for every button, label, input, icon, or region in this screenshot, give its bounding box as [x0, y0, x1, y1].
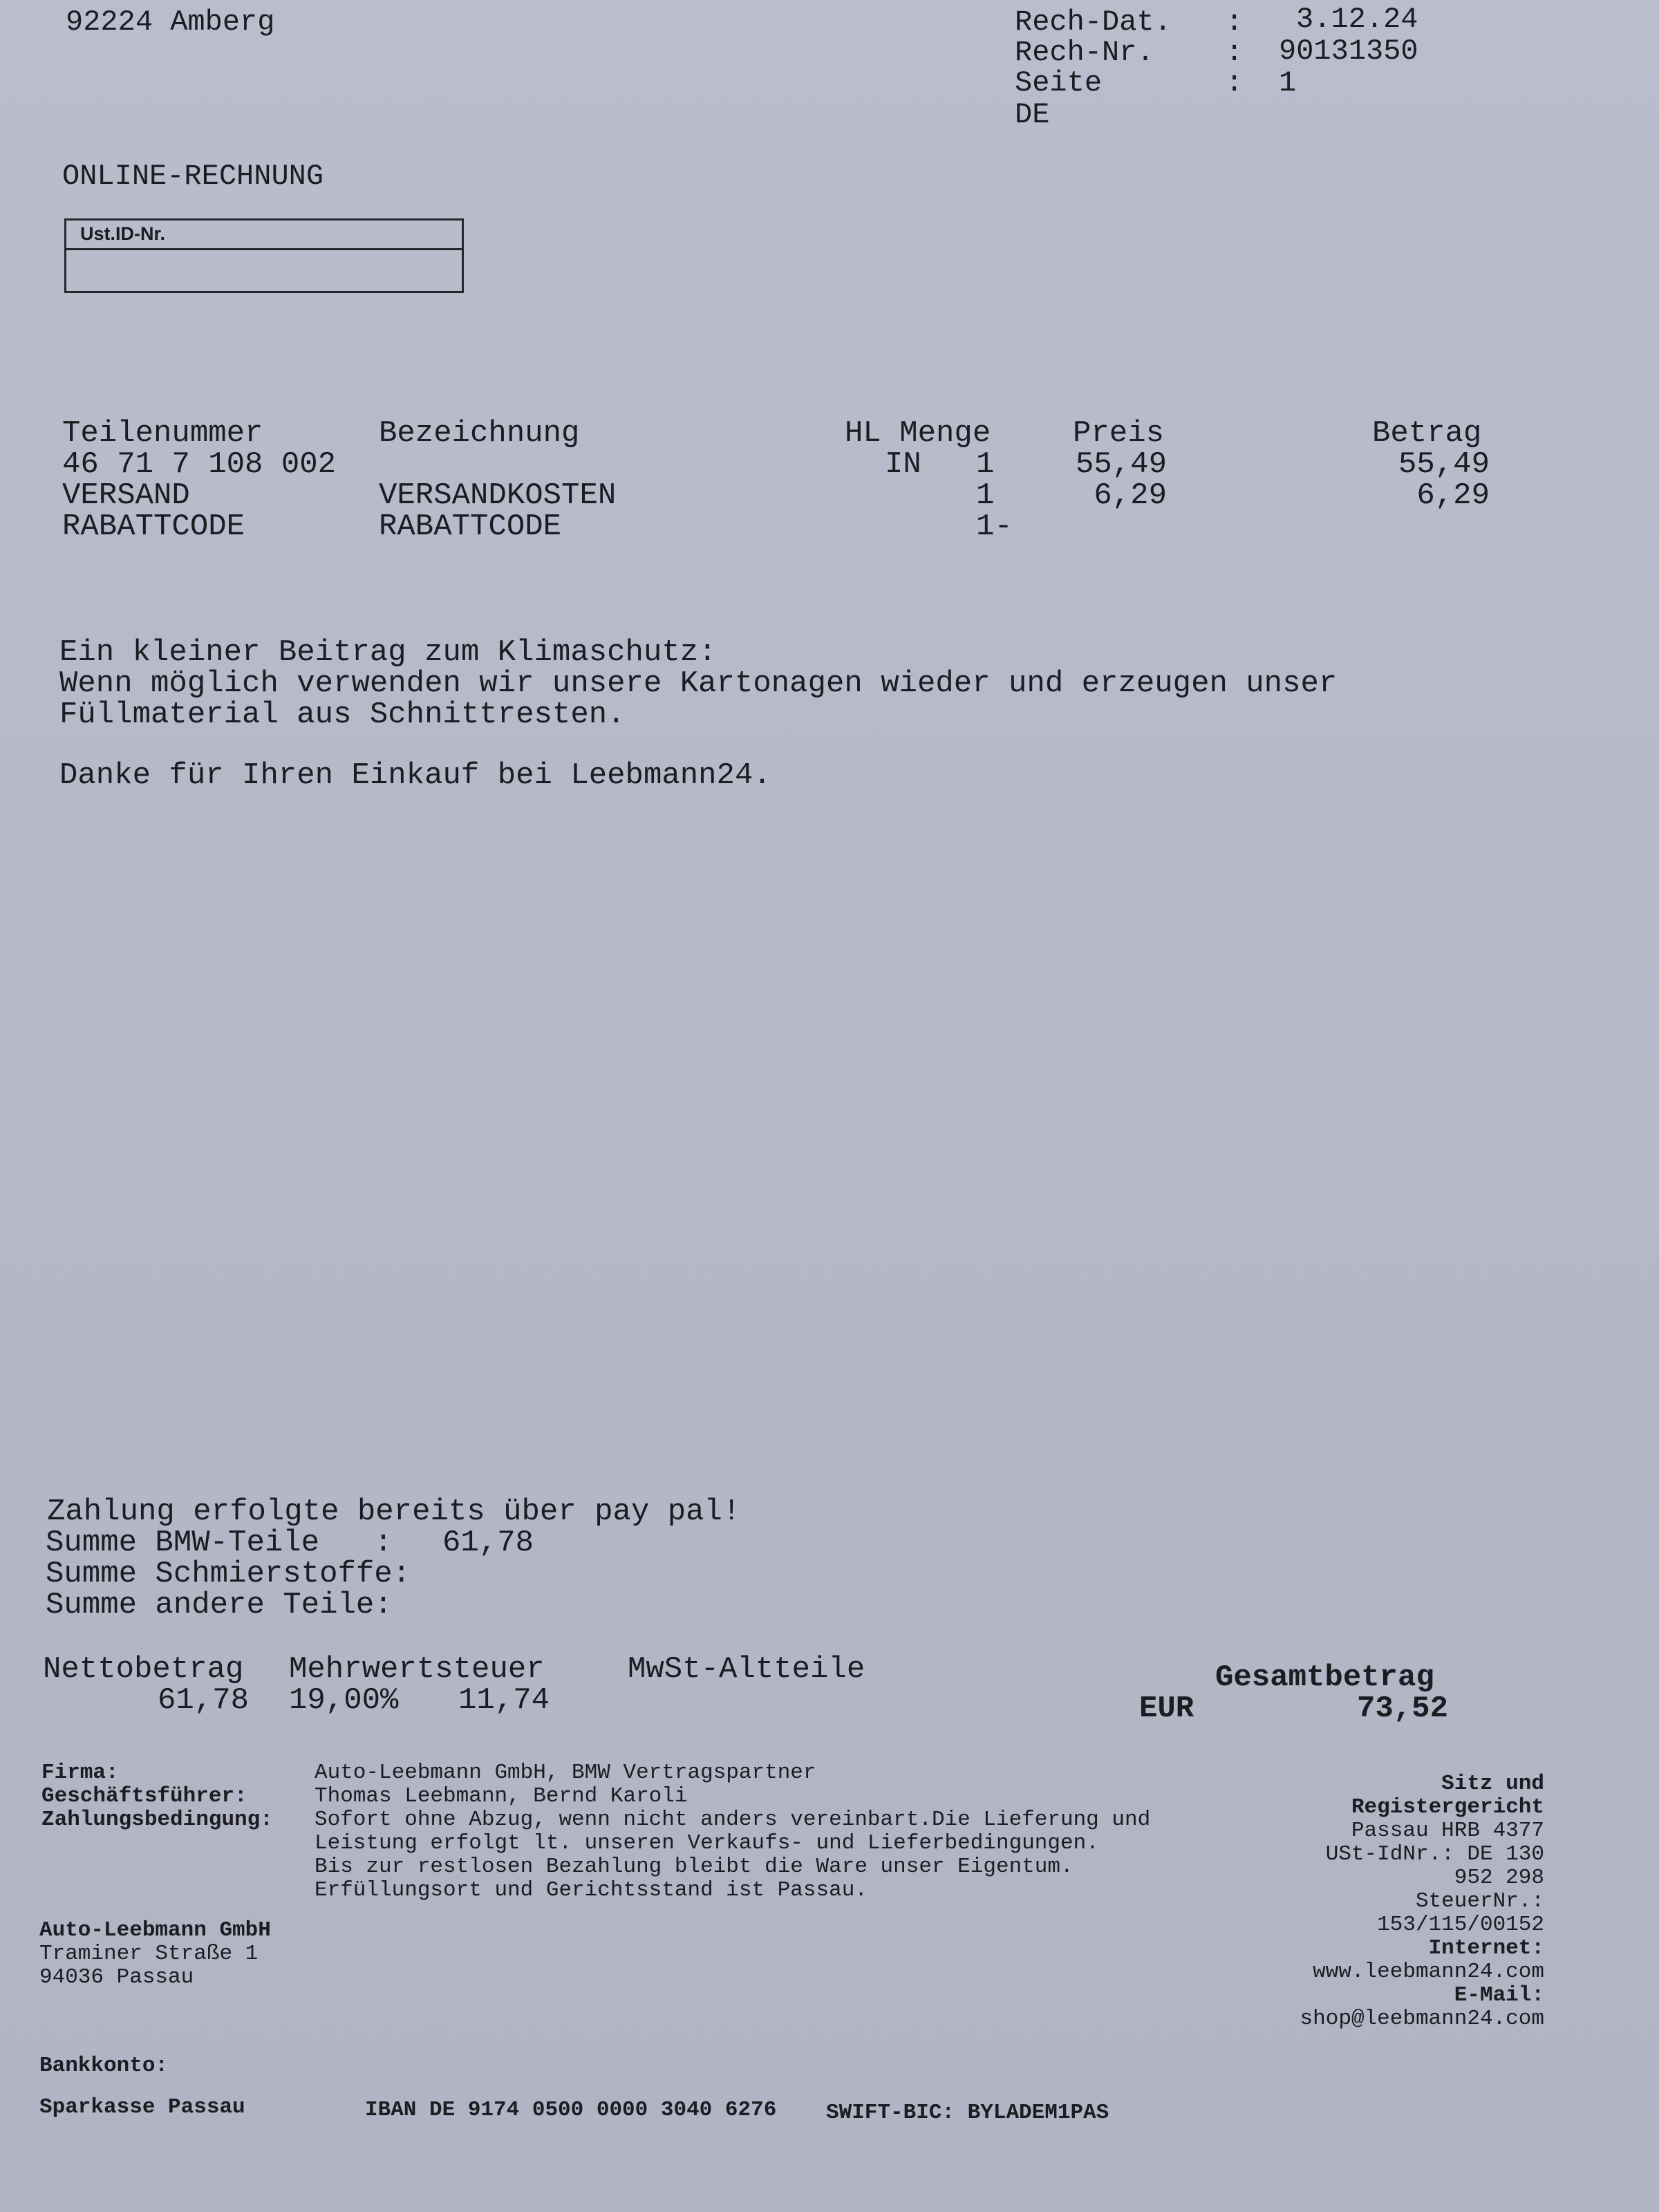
cell-teilenummer: 46 71 7 108 002 [62, 447, 337, 482]
email-value: shop@leebmann24.com [1300, 2007, 1544, 2031]
col-header-hl-menge: HL Menge [845, 416, 991, 451]
summe-schmierstoffe: Summe Schmierstoffe: [46, 1557, 411, 1591]
gesamt-value: 73,52 [1356, 1691, 1448, 1726]
cell-preis: 55,49 [1075, 447, 1167, 482]
company-street: Traminer Straße 1 [39, 1942, 259, 1966]
cell-menge: 1 [976, 478, 995, 513]
colon: : [1226, 36, 1244, 69]
mwst-value: 11,74 [458, 1683, 550, 1718]
steuernr-value: 153/115/00152 [1377, 1913, 1544, 1937]
summe-bmw-value: 61,78 [442, 1526, 534, 1560]
col-header-preis: Preis [1073, 416, 1165, 451]
thanks-line: Danke für Ihren Einkauf bei Leebmann24. [59, 758, 771, 793]
cell-bezeichnung: RABATTCODE [379, 509, 562, 544]
cell-teilenummer: VERSAND [62, 478, 190, 513]
col-header-bezeichnung: Bezeichnung [379, 416, 580, 451]
swift-bic: SWIFT-BIC: BYLADEM1PAS [826, 2101, 1109, 2125]
sitz-label-1: Sitz und [1441, 1772, 1544, 1796]
internet-value: www.leebmann24.com [1313, 1960, 1544, 1984]
cell-betrag: 55,49 [1398, 447, 1490, 482]
zahlungsbedingung-line-4: Erfüllungsort und Gerichtsstand ist Passau. [315, 1878, 868, 1902]
note-line-1: Ein kleiner Beitrag zum Klimaschutz: [59, 635, 717, 670]
document-title: ONLINE-RECHNUNG [62, 160, 324, 193]
sitz-label-2: Registergericht [1351, 1795, 1544, 1819]
summe-bmw-label: Summe BMW-Teile : [46, 1526, 393, 1560]
seite-label: Seite [1015, 66, 1103, 100]
internet-label: Internet: [1428, 1936, 1544, 1960]
geschaeftsfuehrer-value: Thomas Leebmann, Bernd Karoli [315, 1784, 688, 1808]
zahlungsbedingung-line-2: Leistung erfolgt lt. unseren Verkaufs- und Lieferbedingungen. [315, 1831, 1099, 1855]
firma-value: Auto-Leebmann GmbH, BMW Vertragspartner [315, 1761, 816, 1785]
ust-id-line-2: 952 298 [1454, 1866, 1544, 1890]
colon: : [1226, 66, 1244, 100]
company-name: Auto-Leebmann GmbH [39, 1918, 271, 1942]
bank-label: Bankkonto: [39, 2054, 169, 2078]
colon: : [1226, 6, 1244, 39]
gesamt-label: Gesamtbetrag [1215, 1660, 1434, 1695]
note-line-3: Füllmaterial aus Schnittresten. [59, 697, 626, 732]
zahlungsbedingung-line-1: Sofort ohne Abzug, wenn nicht anders vereinbart.Die Lieferung und [315, 1808, 1151, 1832]
geschaeftsfuehrer-label: Geschäftsführer: [41, 1784, 247, 1808]
cell-menge: 1- [976, 509, 1013, 544]
sitz-value: Passau HRB 4377 [1351, 1819, 1544, 1843]
rech-nr-value: 90131350 [1279, 35, 1418, 68]
seite-value: 1 [1279, 66, 1297, 100]
company-city: 94036 Passau [39, 1965, 194, 1989]
ustid-label: Ust.ID-Nr. [80, 223, 166, 244]
summe-andere: Summe andere Teile: [46, 1588, 393, 1622]
ust-id-line-1: USt-IdNr.: DE 130 [1325, 1842, 1544, 1866]
rech-dat-label: Rech-Dat. [1015, 6, 1172, 39]
currency: EUR [1139, 1691, 1194, 1726]
netto-label: Nettobetrag [43, 1652, 244, 1687]
bank-name: Sparkasse Passau [39, 2095, 245, 2119]
mwst-rate: 19,00% [289, 1683, 399, 1718]
cell-bezeichnung: VERSANDKOSTEN [379, 478, 617, 513]
zahlungsbedingung-line-3: Bis zur restlosen Bezahlung bleibt die Ware unser Eigentum. [315, 1855, 1074, 1879]
cell-hl: IN [885, 447, 921, 482]
altteile-label: MwSt-Altteile [628, 1652, 865, 1687]
cell-menge: 1 [976, 447, 995, 482]
cell-preis: 6,29 [1094, 478, 1167, 513]
email-label: E-Mail: [1454, 1983, 1544, 2007]
rech-dat-value: 3.12.24 [1296, 3, 1418, 36]
rech-nr-label: Rech-Nr. [1015, 36, 1154, 69]
firma-label: Firma: [41, 1761, 119, 1785]
note-line-2: Wenn möglich verwenden wir unsere Kartonagen wieder und erzeugen unser [59, 666, 1338, 701]
col-header-betrag: Betrag [1372, 416, 1482, 451]
cell-teilenummer: RABATTCODE [62, 509, 245, 544]
iban: IBAN DE 9174 0500 0000 3040 6276 [365, 2098, 777, 2122]
col-header-teilenummer: Teilenummer [62, 416, 263, 451]
zahlungsbedingung-label: Zahlungsbedingung: [41, 1808, 273, 1832]
customer-city: 92224 Amberg [66, 6, 275, 39]
ustid-box [64, 218, 464, 293]
mwst-label: Mehrwertsteuer [289, 1652, 545, 1687]
cell-betrag: 6,29 [1416, 478, 1490, 513]
steuernr-label: SteuerNr.: [1415, 1889, 1544, 1913]
netto-value: 61,78 [158, 1683, 250, 1718]
paypal-note: Zahlung erfolgte bereits über pay pal! [47, 1494, 741, 1529]
country: DE [1015, 98, 1050, 131]
